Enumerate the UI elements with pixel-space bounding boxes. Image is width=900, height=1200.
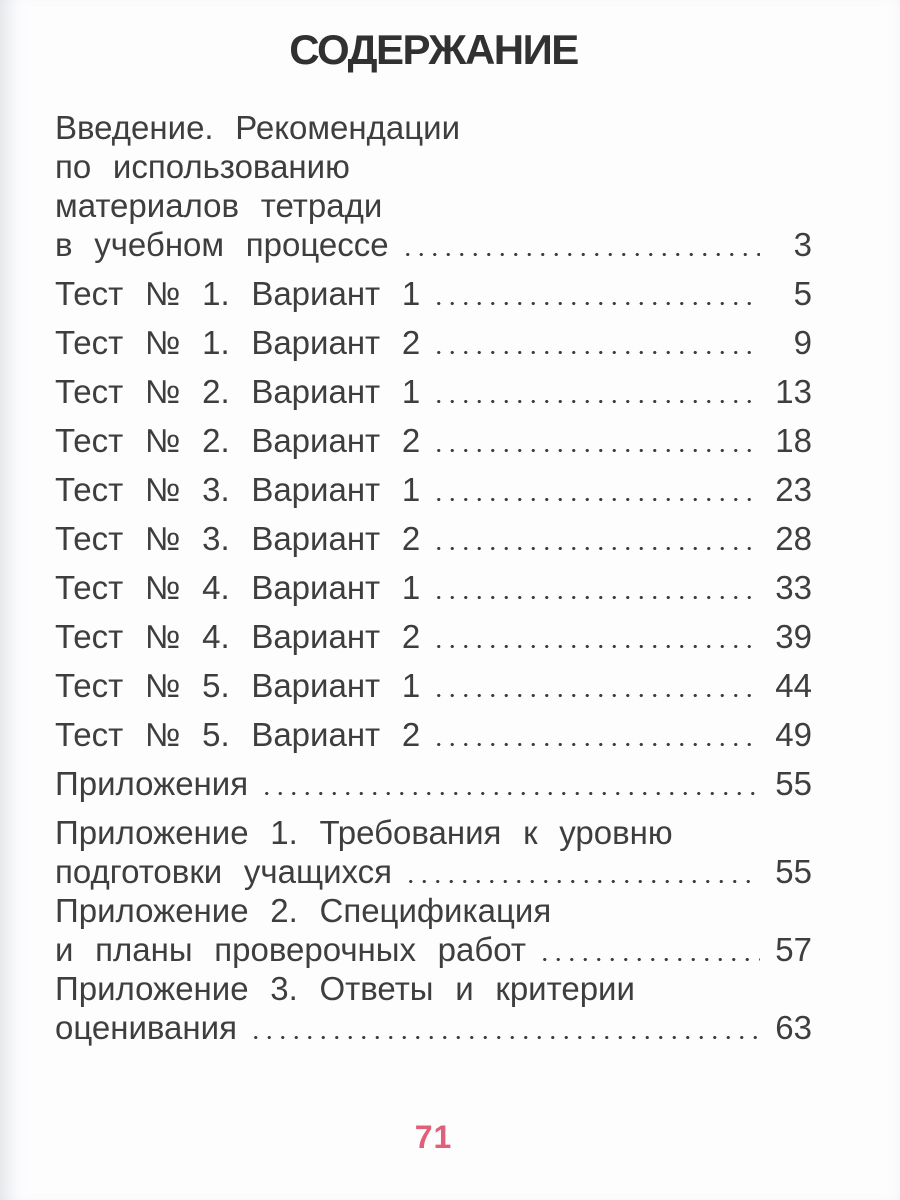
toc-entry — [55, 470, 812, 509]
toc-entry — [55, 764, 812, 803]
toc-entry-line: Приложение 3. Ответы и критерии — [55, 970, 635, 1007]
toc-entry-text: Тест № 5. Вариант 2 — [55, 716, 421, 753]
toc-entry-leader-row — [55, 372, 812, 411]
toc-entry-line: по использованию — [55, 148, 350, 185]
toc-entry-text: Тест № 3. Вариант 2 — [55, 520, 421, 557]
toc-entry-line: материалов тетради — [55, 187, 383, 224]
toc-entry-leader-row — [55, 930, 812, 969]
toc-page-number: 5 — [793, 275, 812, 312]
toc-page-number: 3 — [793, 226, 812, 263]
toc-entry — [55, 813, 812, 891]
toc-page-number: 9 — [793, 324, 812, 361]
toc-entry — [55, 715, 812, 754]
toc-entry-text: Тест № 4. Вариант 1 — [55, 569, 421, 606]
toc-entry-text: и планы проверочных работ — [55, 931, 527, 968]
page-title: СОДЕРЖАНИЕ — [289, 26, 578, 73]
dot-leader — [404, 879, 760, 884]
dot-leader — [432, 742, 760, 747]
toc-entry-leader-row — [55, 421, 812, 460]
toc-entry — [55, 666, 812, 705]
toc-entry-text: Тест № 1. Вариант 2 — [55, 324, 421, 361]
toc-entry-line: Приложение 2. Спецификация — [55, 892, 552, 929]
toc-entry-leader-row — [55, 1008, 812, 1047]
toc-entry-leader-row — [55, 568, 812, 607]
toc-page-number: 57 — [775, 931, 812, 968]
dot-leader — [432, 448, 760, 453]
toc-entry-text: Тест № 1. Вариант 1 — [55, 275, 421, 312]
toc-page-number: 55 — [775, 765, 812, 802]
toc-entry-leader-row — [55, 323, 812, 362]
toc-entry-leader-row — [55, 470, 812, 509]
toc-entry — [55, 108, 812, 264]
dot-leader — [432, 399, 760, 404]
toc-entry — [55, 891, 812, 969]
toc-entry-leader-row — [55, 519, 812, 558]
toc-page-number: 33 — [775, 569, 812, 606]
dot-leader — [432, 301, 760, 306]
dot-leader — [249, 1035, 760, 1040]
toc-entry — [55, 421, 812, 460]
toc-entry-leader-row — [55, 764, 812, 803]
toc-entry-text: Приложения — [55, 765, 249, 802]
toc-entry — [55, 969, 812, 1047]
toc-entry-text: Тест № 2. Вариант 1 — [55, 373, 421, 410]
toc-entry-line: Введение. Рекомендации — [55, 109, 461, 146]
toc-entry-leader-row — [55, 225, 812, 264]
footer-page-number: 71 — [414, 1119, 453, 1155]
dot-leader — [401, 252, 760, 257]
toc-entry — [55, 323, 812, 362]
toc-entry — [55, 372, 812, 411]
toc-entry-leader-row — [55, 666, 812, 705]
toc-entry — [55, 617, 812, 656]
toc-entry-line: Приложение 1. Требования к уровню — [55, 814, 673, 851]
dot-leader — [260, 791, 760, 796]
toc-page-number: 55 — [775, 853, 812, 890]
toc-entry-text: Тест № 3. Вариант 1 — [55, 471, 421, 508]
toc-list — [55, 108, 812, 1047]
dot-leader — [432, 497, 760, 502]
toc-page-number: 23 — [775, 471, 812, 508]
toc-entry-text: подготовки учащихся — [55, 853, 393, 890]
dot-leader — [432, 693, 760, 698]
dot-leader — [432, 644, 760, 649]
toc-page-number: 28 — [775, 520, 812, 557]
dot-leader — [432, 350, 760, 355]
toc-page-number: 49 — [775, 716, 812, 753]
toc-page-number: 18 — [775, 422, 812, 459]
toc-entry-text: оценивания — [55, 1009, 237, 1046]
toc-entry — [55, 568, 812, 607]
toc-entry-leader-row — [55, 852, 812, 891]
toc-page-number: 13 — [775, 373, 812, 410]
dot-leader — [432, 595, 760, 600]
toc-entry — [55, 274, 812, 313]
toc-entry — [55, 519, 812, 558]
toc-entry-leader-row — [55, 274, 812, 313]
toc-page-number: 44 — [775, 667, 812, 704]
toc-entry-text: Тест № 5. Вариант 1 — [55, 667, 421, 704]
toc-entry-leader-row — [55, 715, 812, 754]
dot-leader — [432, 546, 760, 551]
toc-entry-text: Тест № 2. Вариант 2 — [55, 422, 421, 459]
toc-page-number: 39 — [775, 618, 812, 655]
toc-entry-text: Тест № 4. Вариант 2 — [55, 618, 421, 655]
dot-leader — [538, 957, 760, 962]
toc-page-number: 63 — [775, 1009, 812, 1046]
toc-entry-leader-row — [55, 617, 812, 656]
toc-entry-text: в учебном процессе — [55, 226, 389, 263]
